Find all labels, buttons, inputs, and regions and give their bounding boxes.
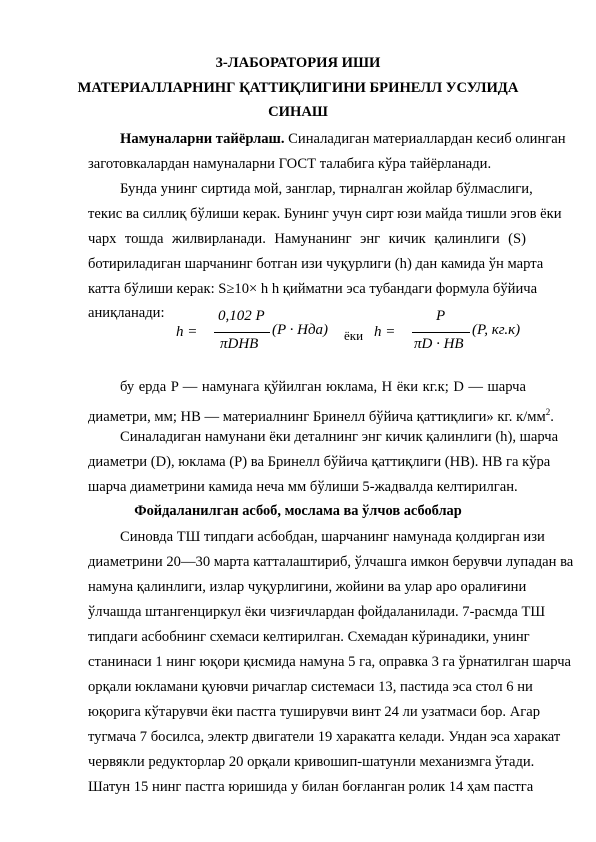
paragraph-line [88,403,554,426]
paragraph-line: тугмача 7 босилса, электр двигатели 19 харакатга келади. Ундан эса харакат [88,729,561,745]
document-title: МАТЕРИАЛЛАРНИНГ ҚАТТИҚЛИГИНИ БРИНЕЛЛ УСУЛИДА [77,80,519,96]
paragraph-line: червякли редукторлар 20 орқали кривошип-шатунли механизмга ўтади. [88,754,535,770]
paragraph-line: заготовкалардан намуналарни ГОСТ талабига кўра тайёрланади. [88,156,492,172]
paragraph-line: аниқланади: [88,305,165,321]
formula-separator: ёки [344,328,364,343]
section-heading: Фойдаланилган асбоб, мослама ва ўлчов асбоблар [134,503,462,519]
paragraph-heading: Намуналарни тайёрлаш. [120,131,285,147]
formula-numerator: 0,102 P [218,308,265,324]
fraction-bar [214,332,270,333]
paragraph-text: диаметри, мм; HB — материалнинг Бринелл бўйича қаттиқлиги» кг. к/мм [88,408,546,425]
paragraph-line: ўлчашда штангенциркул ёки чизғичлардан фойдаланилади. 7-расмда ТШ [88,604,546,620]
paragraph-text: . [550,408,554,425]
paragraph-line: орқали юкламани қуювчи ричаглар системаси 13, пастида эса стол 6 ни [88,679,533,695]
paragraph-line: шарча диаметрини камида неча мм бўлиши 5-жадвалда келтирилган. [88,479,518,495]
paragraph-line: диаметри (D), юклама (P) ва Бринелл бўйича қаттиқлиги (HB). HB га кўра [88,454,551,470]
brinell-formula [168,300,521,366]
paragraph-line: типдаги асбобнинг схемаси келтирилган. Схемадан кўринадики, унинг [88,629,530,645]
paragraph-line [120,130,566,148]
superscript: 2 [545,407,551,417]
paragraph-line: диаметрини 20—30 марта катталаштириб, ўлчашга имкон берувчи лупадан ва [88,554,574,570]
formula-denominator: πDHB [220,336,259,352]
lab-title: 3-ЛАБОРАТОРИЯ ИШИ [215,55,381,71]
paragraph-line: Синаладиган намунани ёки деталнинг энг кичик қалинлиги (h), шарча [120,429,559,445]
paragraph-line: ботириладиган шарчанинг ботган изи чуқурлиги (h) дан камида ўн марта [88,256,544,272]
paragraph-line: чарх тошда жилвирланади. Намунанинг энг кичик қалинлиги (S) [88,231,526,247]
paragraph-line: намуна қалинлиги, излар чуқурлигини, жойини ва улар аро оралиғини [88,579,527,595]
paragraph-line: Бунда унинг сиртида мой, занглар, тирналган жойлар бўлмаслиги, [120,181,533,197]
fraction-bar [412,332,470,333]
formula-units: (P, кг.к) [472,322,521,338]
formula-units: (P · Hда) [272,322,329,338]
paragraph-line: бу ерда P — намунага қўйилган юклама, H ёки кг.к; D — шарча [120,379,526,395]
document-title-cont: СИНАШ [268,104,328,120]
formula-denominator: πD · HB [414,336,464,352]
paragraph-text: Синаладиган материаллардан кесиб олинган [284,131,566,147]
paragraph-line: текис ва силлиқ бўлиши керак. Бунинг учун сирт юзи майда тишли эгов ёки [88,206,562,222]
formula-lhs: h = [176,324,198,340]
paragraph-line: катта бўлиши керак: S≥10× h h қийматни эса тубандаги формула бўйича [88,281,538,297]
paragraph-line: юқорига кўтарувчи ёки пастга туширувчи винт 24 ли узатмаси бор. Агар [88,704,541,720]
paragraph-line: Синовда ТШ типдаги асбобдан, шарчанинг намунада қолдирган изи [120,529,545,545]
formula-numerator: P [436,308,446,324]
paragraph-line: Шатун 15 нинг пастга юришида у билан боғланган ролик 14 ҳам пастга [88,779,534,795]
formula-lhs: h = [374,324,396,340]
paragraph-line: станинаси 1 нинг юқори қисмида намуна 5 га, оправка 3 га ўрнатилган шарча [88,654,572,670]
